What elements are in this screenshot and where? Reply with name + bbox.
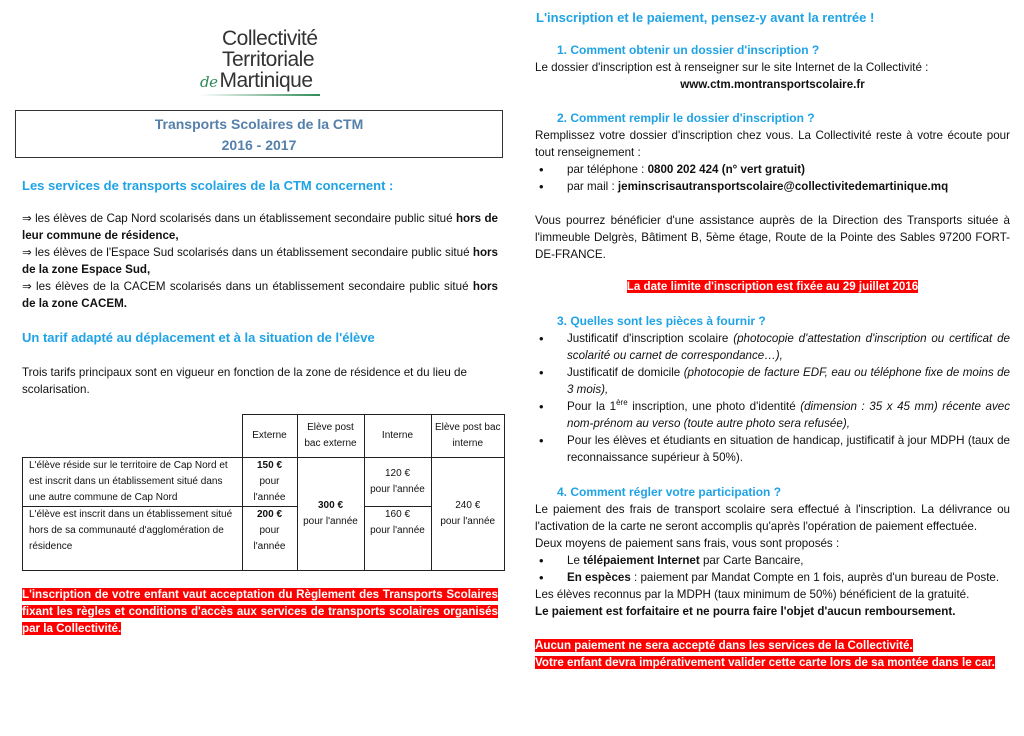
tarif-table — [22, 414, 505, 571]
price: 160 € — [384, 509, 411, 520]
label: par téléphone : — [567, 163, 648, 176]
cell-interne — [364, 458, 431, 507]
services-list — [22, 210, 498, 312]
unit: pour l'année — [370, 525, 425, 536]
forfait-note: Le paiement est forfaitaire et ne pourra faire l'objet d'aucun remboursement. — [535, 605, 956, 618]
cell-externe — [242, 507, 297, 571]
col-header: Elève post bac externe — [297, 415, 364, 458]
email-link[interactable]: jeminscrisautransportscolaire@collectivitedemartinique.mq — [617, 180, 949, 193]
cell-postbac-interne — [431, 458, 505, 571]
service-item — [22, 210, 498, 244]
contact-mail — [535, 178, 1010, 195]
payment-means-intro: Deux moyens de paiement sans frais, vous sont proposés : — [535, 537, 840, 550]
q1-heading: 1. Comment obtenir un dossier d'inscription ? — [557, 43, 820, 57]
logo-line2: Territoriale — [222, 48, 315, 71]
documents-list — [535, 330, 1010, 466]
document-item — [535, 398, 1010, 432]
logo-line1: Collectivité — [222, 27, 318, 50]
item-text: Pour la 1 — [567, 400, 617, 413]
price: 120 € — [384, 468, 411, 479]
warning-text: L'inscription de votre enfant vaut acceptation du Règlement des Transports Scolaires fixant les règles et conditions d'accès aux services de transports scolaires organisés par la Collectivité. — [22, 588, 498, 635]
col-header: Externe — [242, 415, 297, 458]
payment-list — [535, 552, 1010, 586]
q4-heading: 4. Comment régler votre participation ? — [557, 485, 782, 499]
doc-title: Transports Scolaires de la CTM — [154, 116, 364, 132]
item-text: les élèves de l'Espace Sud scolarisés dans un établissement secondaire public situé — [31, 246, 473, 259]
document-item — [535, 432, 1010, 466]
heading-services: Les services de transports scolaires de la CTM concernent : — [22, 178, 394, 193]
item-bold: hors de la zone Espace Sud, — [22, 246, 498, 276]
heading-inscription: L'inscription et le paiement, pensez-y avant la rentrée ! — [536, 10, 875, 25]
arrow-icon: ⇒ — [22, 279, 32, 293]
reglement-warning — [22, 586, 498, 637]
q4-text: Le paiement des frais de transport scolaire sera effectué à l'inscription. La délivrance ou l'activation de la carte ne seront accomplis qu'après l'opération de paiement effectuée. — [535, 503, 1010, 533]
item-text: Pour les élèves et étudiants en situation de handicap, justificatif à jour MDPH (taux de reconnaissance supérieur à 50%). — [567, 434, 1010, 464]
logo-underline — [200, 94, 320, 96]
document-item — [535, 330, 1010, 364]
q2-heading: 2. Comment remplir le dossier d'inscription ? — [557, 111, 815, 125]
unit: pour l'année — [303, 516, 358, 527]
title-box — [15, 110, 503, 158]
cell-externe — [242, 458, 297, 507]
service-item — [22, 244, 498, 278]
table-row — [23, 458, 505, 507]
logo-de: de — [200, 73, 218, 91]
price: 200 € — [256, 509, 283, 520]
cell-postbac-externe — [297, 458, 364, 571]
row-desc: L'élève est inscrit dans un établissement situé hors de sa communauté d'agglomération de résidence — [23, 507, 243, 571]
item-text: par Carte Bancaire, — [699, 554, 804, 567]
item-text: Justificatif de domicile — [567, 366, 684, 379]
item-text: inscription, une photo d'identité — [627, 400, 801, 413]
col-header: Elève post bac interne — [431, 415, 505, 458]
price: 300 € — [317, 500, 344, 511]
service-item — [22, 278, 498, 312]
doc-year: 2016 - 2017 — [221, 137, 297, 153]
phone-number: 0800 202 424 (n° vert gratuit) — [647, 163, 805, 176]
q3-heading: 3. Quelles sont les pièces à fournir ? — [557, 314, 766, 328]
item-text: Justificatif d'inscription scolaire — [567, 332, 734, 345]
q2-text: Remplissez votre dossier d'inscription chez vous. La Collectivité reste à votre écoute pour tout renseignement : — [535, 129, 1010, 159]
final-warning-2: Votre enfant devra impérativement valider cette carte lors de sa montée dans le car. — [535, 656, 995, 669]
inscription-link[interactable]: www.ctm.montransportscolaire.fr — [680, 78, 865, 91]
unit: pour l'année — [253, 476, 286, 503]
item-text: Le — [567, 554, 584, 567]
unit: pour l'année — [253, 525, 286, 552]
item-detail: (photocopie d'attestation d'inscription ou certificat de scolarité ou carnet de correspondance…), — [567, 332, 1010, 362]
label: par mail : — [567, 180, 618, 193]
payment-item — [535, 569, 1010, 586]
unit: pour l'année — [370, 484, 425, 495]
ctm-logo — [200, 28, 340, 96]
item-detail: (dimension : 35 x 45 mm) récente avec nom-prénom au verso (toute autre photo sera refusée), — [567, 400, 1010, 430]
item-text: les élèves de la CACEM scolarisés dans un établissement secondaire public situé — [31, 280, 473, 293]
heading-tarif: Un tarif adapté au déplacement et à la situation de l'élève — [22, 330, 375, 345]
row-desc: L'élève réside sur le territoire de Cap Nord et est inscrit dans un établissement situé dans une autre commune de Cap Nord — [23, 458, 243, 507]
deadline-banner: La date limite d'inscription est fixée au 29 juillet 2016 — [626, 280, 919, 293]
item-detail: (photocopie de facture EDF, eau ou téléphone fixe de moins de 3 mois), — [567, 366, 1010, 396]
item-bold: hors de leur commune de résidence, — [22, 212, 498, 242]
arrow-icon: ⇒ — [22, 245, 32, 259]
price: 240 € — [455, 500, 481, 511]
right-column — [535, 42, 1010, 671]
item-bold: télépaiement Internet — [583, 554, 700, 567]
superscript: ère — [616, 398, 628, 408]
logo-line3: Martinique — [219, 69, 313, 92]
item-text: les élèves de Cap Nord scolarisés dans un établissement secondaire public situé — [31, 212, 456, 225]
document-item — [535, 364, 1010, 398]
payment-item — [535, 552, 1010, 569]
item-bold: hors de la zone CACEM. — [22, 280, 498, 310]
col-header: Interne — [364, 415, 431, 458]
unit: pour l'année — [440, 516, 496, 527]
arrow-icon: ⇒ — [22, 211, 32, 225]
assistance-text: Vous pourrez bénéficier d'une assistance auprès de la Direction des Transports située à l'immeuble Delgrès, Bâtiment B, 5ème étage, Route de la Pointe des Sables 97200 FORT-DE-FRANCE. — [535, 214, 1010, 261]
item-bold: En espèces — [567, 571, 631, 584]
cell-interne — [364, 507, 431, 571]
final-warning-1: Aucun paiement ne sera accepté dans les services de la Collectivité. — [535, 639, 913, 652]
contact-phone — [535, 161, 1010, 178]
price: 150 € — [256, 460, 283, 471]
item-text: : paiement par Mandat Compte en 1 fois, auprès d'un bureau de Poste. — [630, 571, 1000, 584]
mdph-note: Les élèves reconnus par la MDPH (taux minimum de 50%) bénéficient de la gratuité. — [535, 588, 970, 601]
contact-list — [535, 161, 1010, 195]
tarif-intro: Trois tarifs principaux sont en vigueur en fonction de la zone de résidence et du lieu de scolarisation. — [22, 366, 467, 396]
q1-text: Le dossier d'inscription est à renseigner sur le site Internet de la Collectivité : — [535, 61, 929, 74]
